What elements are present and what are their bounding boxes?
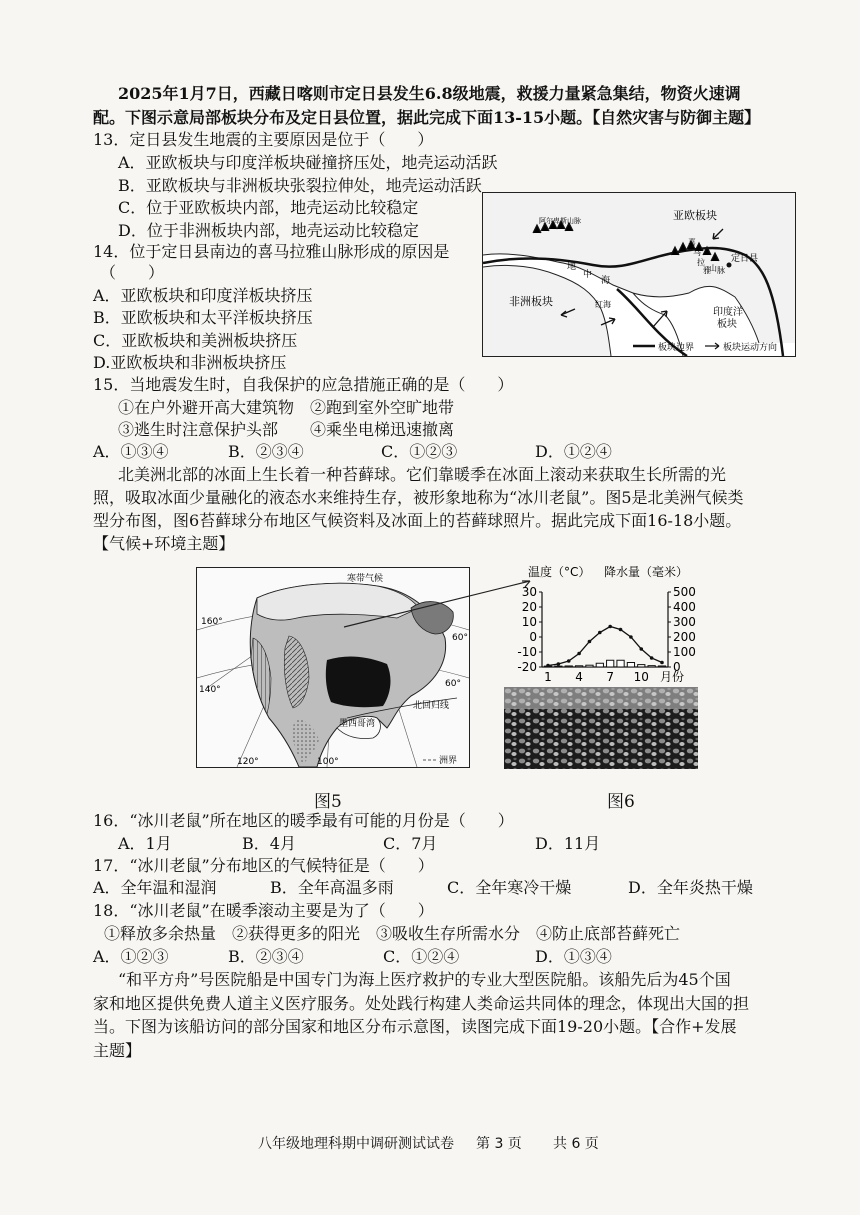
precip-bar bbox=[617, 660, 624, 667]
label-med-2: 海 bbox=[601, 276, 611, 286]
intro1-line1: 2025年1月7日，西藏日喀则市定日县发生6.8级地震，救援力量紧急集结，物资火速调 bbox=[118, 84, 741, 103]
q13-option-d: D．位于非洲板块内部，地壳运动比较稳定 bbox=[118, 221, 419, 240]
chart-xlabel: 月份 bbox=[660, 670, 685, 684]
label-lon-100: 100° bbox=[317, 757, 339, 767]
label-himalaya-2: 拉 bbox=[697, 258, 705, 267]
label-africa: 非洲板块 bbox=[509, 295, 553, 308]
q14-paren: （ ） bbox=[100, 263, 165, 282]
label-gulf: 墨西哥湾 bbox=[339, 719, 376, 729]
intro2-line3: 型分布图，图6苔藓球分布地区气候资料及冰面上的苔藓球照片。据此完成下面16-18小题。 bbox=[93, 511, 742, 530]
temperature-line bbox=[548, 627, 662, 666]
label-red-sea: 红海 bbox=[595, 300, 611, 309]
temperature-point bbox=[557, 662, 561, 666]
footer-page: 第 3 页 bbox=[476, 1136, 522, 1152]
plate-map bbox=[482, 192, 796, 357]
q17-option-d: D．全年炎热干燥 bbox=[628, 878, 753, 897]
q16-option-a: A．1月 bbox=[118, 834, 172, 853]
q16-stem: 16．“冰川老鼠”所在地区的暖季最有可能的月份是（ ） bbox=[93, 811, 514, 830]
label-lon-140: 140° bbox=[199, 685, 221, 695]
q18-option-b: B．②③④ bbox=[228, 947, 304, 966]
q18-option-d: D．①③④ bbox=[535, 947, 612, 966]
precip-bar bbox=[565, 666, 572, 667]
temperature-point bbox=[577, 652, 581, 656]
temp-tick-label: -20 bbox=[517, 660, 537, 674]
intro2-line1: 北美洲北部的冰面上生长着一种苔藓球。它们靠暖季在冰面上滚动来获取生长所需的光 bbox=[118, 465, 727, 484]
q17-option-b: B．全年高温多雨 bbox=[270, 878, 394, 897]
q14-stem: 14．位于定日县南边的喜马拉雅山脉形成的原因是 bbox=[93, 242, 450, 261]
temperature-point bbox=[619, 628, 623, 632]
footer-total: 共 6 页 bbox=[553, 1136, 599, 1152]
footer-title: 八年级地理科期中调研测试试卷 bbox=[258, 1136, 454, 1152]
q14-option-a: A．亚欧板块和印度洋板块挤压 bbox=[93, 286, 313, 305]
label-himalaya-0: 喜 bbox=[688, 238, 696, 247]
figure6-caption: 图6 bbox=[607, 792, 635, 812]
label-arctic: 寒带气候 bbox=[347, 574, 384, 584]
q13-option-b: B．亚欧板块与非洲板块张裂拉伸处，地壳运动活跃 bbox=[118, 176, 482, 195]
dark-climate-zone bbox=[326, 657, 391, 708]
temp-tick-label: -10 bbox=[517, 645, 537, 659]
temperature-point bbox=[629, 635, 633, 639]
q16-option-c: C．7月 bbox=[383, 834, 438, 853]
temp-tick-label: 0 bbox=[529, 630, 537, 644]
temperature-point bbox=[546, 664, 550, 668]
q15-option-c: C．①②③ bbox=[381, 442, 458, 461]
label-lon-60: 60° bbox=[445, 679, 461, 689]
q14-option-d: D.亚欧板块和非洲板块挤压 bbox=[93, 353, 287, 372]
precip-bar bbox=[638, 665, 645, 667]
chart-ylabel-left: 温度（°C） bbox=[528, 565, 591, 579]
temperature-point bbox=[598, 631, 602, 635]
label-himalaya-3: 雅 bbox=[703, 266, 711, 275]
legend-motion-label: 板块运动方向 bbox=[723, 343, 778, 353]
temperature-point bbox=[608, 625, 612, 629]
label-dingri: 定日县 bbox=[731, 254, 759, 264]
temp-tick-label: 10 bbox=[521, 615, 537, 629]
climate-chart bbox=[500, 562, 700, 684]
intro2-line2: 照，吸取冰面少量融化的液态水来维持生存，被形象地称为“冰川老鼠”。图5是北美洲气候类 bbox=[93, 488, 744, 507]
precip-bar bbox=[596, 663, 603, 667]
q14-option-c: C．亚欧板块和美洲板块挤压 bbox=[93, 331, 298, 350]
photo-top-haze bbox=[504, 687, 698, 709]
temperature-point bbox=[567, 659, 571, 663]
precip-bar bbox=[607, 660, 614, 667]
precip-bar bbox=[658, 666, 665, 667]
chart-ylabel-right: 降水量（毫米） bbox=[604, 565, 689, 579]
q15-options-34: ③逃生时注意保护头部 ④乘坐电梯迅速撤离 bbox=[118, 420, 455, 439]
precip-bar bbox=[627, 663, 634, 668]
intro3-line4: 主题】 bbox=[93, 1041, 142, 1060]
precip-tick-label: 300 bbox=[673, 615, 696, 629]
precip-bar bbox=[575, 666, 582, 667]
q17-stem: 17．“冰川老鼠”分布地区的气候特征是（ ） bbox=[93, 856, 434, 875]
q17-option-a: A．全年温和湿润 bbox=[93, 878, 217, 897]
q18-stem: 18．“冰川老鼠”在暖季滚动主要是为了（ ） bbox=[93, 901, 434, 920]
q15-option-d: D．①②④ bbox=[535, 442, 612, 461]
intro3-line1: “和平方舟”号医院船是中国专门为海上医疗救护的专业大型医院船。该船先后为45个国 bbox=[118, 970, 731, 989]
precip-tick-label: 400 bbox=[673, 600, 696, 614]
precip-tick-label: 200 bbox=[673, 630, 696, 644]
month-tick-label: 7 bbox=[606, 670, 615, 684]
precip-tick-label: 100 bbox=[673, 645, 696, 659]
temperature-point bbox=[660, 661, 664, 665]
label-med-1: 中 bbox=[583, 270, 593, 280]
plate-map-graphic bbox=[483, 193, 795, 356]
intro1-line2: 配。下图示意局部板块分布及定日县位置，据此完成下面13-15小题。【自然灾害与防御主题】 bbox=[93, 108, 761, 127]
intro3-line3: 当。下图为该船访问的部分国家和地区分布示意图，读图完成下面19-20小题。【合作+发展 bbox=[93, 1017, 737, 1036]
q18-option-c: C．①②④ bbox=[383, 947, 460, 966]
q13-stem: 13．定日县发生地震的主要原因是位于（ ） bbox=[93, 130, 434, 149]
q13-option-c: C．位于亚欧板块内部，地壳运动比较稳定 bbox=[118, 198, 419, 217]
precip-bar bbox=[555, 666, 562, 667]
q16-option-b: B．4月 bbox=[242, 834, 296, 853]
label-himalaya-5: 脉 bbox=[717, 266, 725, 275]
legend-boundary-label: 板块边界 bbox=[658, 343, 695, 353]
q17-option-c: C．全年寒冷干燥 bbox=[447, 878, 572, 897]
label-lon-160: 160° bbox=[201, 617, 223, 627]
q15-option-b: B．②③④ bbox=[228, 442, 304, 461]
label-eurasia: 亚欧板块 bbox=[673, 209, 717, 222]
label-indian-2: 板块 bbox=[717, 319, 737, 330]
q15-stem: 15．当地震发生时，自我保护的应急措施正确的是（ ） bbox=[93, 375, 514, 394]
temperature-point bbox=[639, 647, 643, 651]
q16-option-d: D．11月 bbox=[535, 834, 601, 853]
q18-option-a: A．①②③ bbox=[93, 947, 169, 966]
q15-options-12: ①在户外避开高大建筑物 ②跑到室外空旷地带 bbox=[118, 398, 455, 417]
month-tick-label: 10 bbox=[633, 670, 649, 684]
label-continental-border: 洲界 bbox=[439, 756, 458, 766]
month-tick-label: 4 bbox=[575, 670, 583, 684]
moss-ball-photo bbox=[504, 687, 698, 769]
label-himalaya-1: 马 bbox=[693, 248, 701, 257]
label-tropic: 北回归线 bbox=[413, 701, 450, 711]
temperature-point bbox=[650, 656, 654, 660]
label-med-0: 地 bbox=[567, 262, 577, 272]
label-lat-60: 60° bbox=[452, 633, 468, 643]
temp-tick-label: 20 bbox=[521, 600, 537, 614]
label-indian-1: 印度洋 bbox=[713, 307, 743, 318]
q15-option-a: A．①③④ bbox=[93, 442, 169, 461]
q18-options: ①释放多余热量 ②获得更多的阳光 ③吸收生存所需水分 ④防止底部苔藓死亡 bbox=[104, 924, 681, 943]
label-himalaya-4: 山 bbox=[709, 264, 717, 273]
q14-option-b: B．亚欧板块和太平洋板块挤压 bbox=[93, 308, 313, 327]
precip-bar bbox=[648, 666, 655, 667]
month-tick-label: 1 bbox=[544, 670, 552, 684]
precip-tick-label: 0 bbox=[673, 660, 681, 674]
temp-tick-label: 30 bbox=[521, 585, 537, 599]
temperature-point bbox=[588, 640, 592, 644]
precip-bar bbox=[586, 665, 593, 667]
figure5-caption: 图5 bbox=[314, 792, 342, 812]
intro2-line4: 【气候+环境主题】 bbox=[93, 534, 235, 553]
label-alps: 阿尔卑斯山脉 bbox=[539, 217, 581, 225]
precip-tick-label: 500 bbox=[673, 585, 696, 599]
intro3-line2: 家和地区提供免费人道主义医疗服务。处处践行构建人类命运共同体的理念，体现出大国的担 bbox=[93, 994, 750, 1013]
q13-option-a: A．亚欧板块与印度洋板块碰撞挤压处，地壳运动活跃 bbox=[118, 153, 498, 172]
label-lon-120: 120° bbox=[237, 757, 259, 767]
